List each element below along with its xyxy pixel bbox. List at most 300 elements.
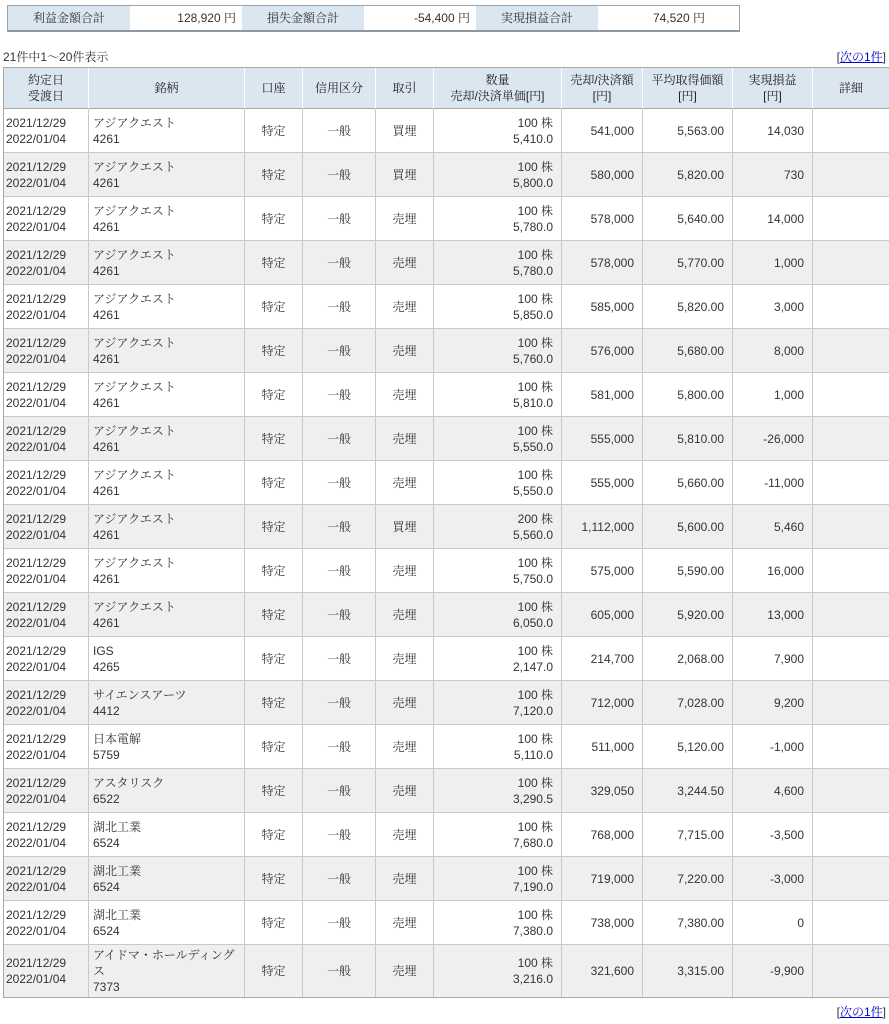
margin-type-cell xyxy=(303,505,376,549)
cell-line: -3,500 xyxy=(769,827,804,842)
cell-line: 2022/01/04 xyxy=(6,395,67,410)
cell-line: 一般 xyxy=(326,827,351,842)
realized-pl-cell xyxy=(733,901,813,945)
trade-date-cell xyxy=(4,505,89,549)
trade-type-cell xyxy=(376,153,434,197)
detail-cell xyxy=(813,285,889,329)
cell-line: 100 株 xyxy=(517,379,553,394)
trade-type-cell xyxy=(376,725,434,769)
cell-line: 4261 xyxy=(93,395,120,410)
cell-line: 6522 xyxy=(93,791,120,806)
cell-line: 200 株 xyxy=(517,511,553,526)
bracket-close: ] xyxy=(882,50,886,64)
bracket-open: [ xyxy=(836,50,840,64)
cell-line: 買埋 xyxy=(392,123,417,138)
cell-line: アイドマ・ホールディングス xyxy=(93,948,235,978)
realized-pl-cell xyxy=(733,505,813,549)
avg-price-cell xyxy=(643,945,733,997)
cell-line: 2021/12/29 xyxy=(6,115,67,130)
table-row xyxy=(4,285,889,329)
cell-line: 銘柄 xyxy=(154,81,179,95)
cell-line: 4261 xyxy=(93,263,120,278)
stock-name-cell xyxy=(89,857,245,901)
margin-type-cell xyxy=(303,637,376,681)
cell-line: 580,000 xyxy=(590,167,634,182)
quantity-cell xyxy=(434,813,562,857)
detail-cell xyxy=(813,329,889,373)
trade-type-cell xyxy=(376,197,434,241)
avg-price-cell xyxy=(643,681,733,725)
trade-type-cell xyxy=(376,857,434,901)
cell-line: 売埋 xyxy=(392,695,417,710)
cell-line: 100 株 xyxy=(517,819,553,834)
cell-line: 16,000 xyxy=(767,563,804,578)
cell-line: 2021/12/29 xyxy=(6,907,67,922)
cell-line: 1,000 xyxy=(773,255,804,270)
avg-price-cell xyxy=(643,857,733,901)
margin-type-cell xyxy=(303,241,376,285)
trade-type-cell xyxy=(376,593,434,637)
column-header xyxy=(643,68,733,109)
account-cell xyxy=(245,901,303,945)
table-body xyxy=(4,109,889,997)
trade-date-cell xyxy=(4,769,89,813)
avg-price-cell xyxy=(643,153,733,197)
account-cell xyxy=(245,725,303,769)
cell-line: 特定 xyxy=(261,519,286,534)
cell-line: 5,550.0 xyxy=(512,483,553,498)
trade-date-cell xyxy=(4,549,89,593)
cell-line: 一般 xyxy=(326,431,351,446)
cell-line: 555,000 xyxy=(590,475,634,490)
cell-line: 2,068.00 xyxy=(677,651,724,666)
quantity-cell xyxy=(434,681,562,725)
table-row xyxy=(4,153,889,197)
realized-pl-cell xyxy=(733,549,813,593)
cell-line: 321,600 xyxy=(590,964,634,978)
cell-line: 9,200 xyxy=(773,695,804,710)
quantity-cell xyxy=(434,241,562,285)
quantity-cell xyxy=(434,725,562,769)
detail-cell xyxy=(813,769,889,813)
cell-line: 719,000 xyxy=(590,871,634,886)
cell-line: 5,780.0 xyxy=(512,263,553,278)
cell-line: 555,000 xyxy=(590,431,634,446)
table-row xyxy=(4,725,889,769)
cell-line: 売埋 xyxy=(392,299,417,314)
cell-line: IGS xyxy=(93,643,114,658)
cell-line: 4261 xyxy=(93,527,120,542)
cell-line: 一般 xyxy=(326,387,351,402)
cell-line: 特定 xyxy=(261,211,286,226)
cell-line: 売却/決済単価[円] xyxy=(450,89,545,103)
cell-line: 2021/12/29 xyxy=(6,775,67,790)
cell-line: 5,810.0 xyxy=(512,395,553,410)
cell-line: 7,028.00 xyxy=(677,695,724,710)
cell-line: 売埋 xyxy=(392,475,417,490)
account-cell xyxy=(245,417,303,461)
cell-line: 2022/01/04 xyxy=(6,175,67,190)
cell-line: 売埋 xyxy=(392,739,417,754)
cell-line: 578,000 xyxy=(590,255,634,270)
cell-line: 特定 xyxy=(261,871,286,886)
cell-line: 4261 xyxy=(93,351,120,366)
cell-line: 100 株 xyxy=(517,159,553,174)
table-row xyxy=(4,901,889,945)
detail-cell xyxy=(813,725,889,769)
margin-type-cell xyxy=(303,285,376,329)
cell-line: 受渡日 xyxy=(27,89,64,103)
cell-line: 一般 xyxy=(326,519,351,534)
cell-line: 湖北工業 xyxy=(93,819,142,834)
cell-line: 約定日 xyxy=(27,73,64,87)
cell-line: 売埋 xyxy=(392,827,417,842)
cell-line: 6524 xyxy=(93,923,120,938)
cell-line: 特定 xyxy=(261,739,286,754)
summary-label: 損失金額合計 xyxy=(242,6,365,30)
amount-cell xyxy=(562,549,643,593)
amount-cell xyxy=(562,197,643,241)
bracket-close: ] xyxy=(882,1005,886,1019)
next-page-link-bottom[interactable]: 次の1件 xyxy=(839,1005,883,1019)
table-row xyxy=(4,505,889,549)
margin-type-cell xyxy=(303,813,376,857)
cell-line: 100 株 xyxy=(517,291,553,306)
cell-line: 4261 xyxy=(93,219,120,234)
cell-line: 100 株 xyxy=(517,599,553,614)
stock-name-cell xyxy=(89,329,245,373)
table-row xyxy=(4,813,889,857)
trade-type-cell xyxy=(376,373,434,417)
table-row xyxy=(4,769,889,813)
cell-line: 7,380.0 xyxy=(512,923,553,938)
stock-name-cell xyxy=(89,461,245,505)
stock-name-cell xyxy=(89,901,245,945)
realized-pl-cell xyxy=(733,857,813,901)
trades-table xyxy=(3,67,889,998)
cell-line: 576,000 xyxy=(590,343,634,358)
cell-line: 4261 xyxy=(93,483,120,498)
trade-type-cell xyxy=(376,549,434,593)
cell-line: 2022/01/04 xyxy=(6,791,67,806)
avg-price-cell xyxy=(643,417,733,461)
cell-line: 2022/01/04 xyxy=(6,835,67,850)
amount-cell xyxy=(562,637,643,681)
cell-line: 売埋 xyxy=(392,783,417,798)
stock-name-cell xyxy=(89,109,245,153)
results-count: 21件中1〜20件表示 xyxy=(3,50,109,64)
table-row xyxy=(4,549,889,593)
table-row xyxy=(4,945,889,997)
trade-type-cell xyxy=(376,813,434,857)
cell-line: 売埋 xyxy=(392,651,417,666)
cell-line: 5,680.00 xyxy=(677,343,724,358)
detail-cell xyxy=(813,241,889,285)
quantity-cell xyxy=(434,593,562,637)
cell-line: 4261 xyxy=(93,175,120,190)
stock-name-cell xyxy=(89,681,245,725)
cell-line: 2022/01/04 xyxy=(6,351,67,366)
quantity-cell xyxy=(434,505,562,549)
cell-line: 特定 xyxy=(261,123,286,138)
cell-line: 5,590.00 xyxy=(677,563,724,578)
avg-price-cell xyxy=(643,637,733,681)
summary-label: 利益金額合計 xyxy=(8,6,131,30)
trade-date-cell xyxy=(4,593,89,637)
cell-line: 2021/12/29 xyxy=(6,643,67,658)
cell-line: 一般 xyxy=(326,343,351,358)
realized-pl-cell xyxy=(733,725,813,769)
trade-type-cell xyxy=(376,417,434,461)
quantity-cell xyxy=(434,373,562,417)
table-row xyxy=(4,637,889,681)
trade-date-cell xyxy=(4,813,89,857)
cell-line: 2021/12/29 xyxy=(6,819,67,834)
trade-date-cell xyxy=(4,725,89,769)
cell-line: 5,760.0 xyxy=(512,351,553,366)
table-row xyxy=(4,241,889,285)
cell-line: 2022/01/04 xyxy=(6,703,67,718)
cell-line: 5,820.00 xyxy=(677,167,724,182)
column-header xyxy=(434,68,562,109)
cell-line: アジアクエスト xyxy=(93,599,176,614)
amount-cell xyxy=(562,593,643,637)
cell-line: 511,000 xyxy=(591,739,634,754)
cell-line: 2021/12/29 xyxy=(6,599,67,614)
avg-price-cell xyxy=(643,725,733,769)
cell-line: 4412 xyxy=(93,703,120,718)
table-row xyxy=(4,373,889,417)
detail-cell xyxy=(813,857,889,901)
cell-line: 湖北工業 xyxy=(93,907,142,922)
cell-line: 6524 xyxy=(93,835,120,850)
trade-date-cell xyxy=(4,637,89,681)
trade-date-cell xyxy=(4,373,89,417)
cell-line: 712,000 xyxy=(590,695,634,710)
stock-name-cell xyxy=(89,593,245,637)
cell-line: 5,660.00 xyxy=(677,475,724,490)
cell-line: 7,220.00 xyxy=(677,871,724,886)
cell-line: -9,900 xyxy=(769,964,804,978)
cell-line: 581,000 xyxy=(590,387,634,402)
column-header xyxy=(245,68,303,109)
trade-date-cell xyxy=(4,197,89,241)
cell-line: 8,000 xyxy=(773,343,804,358)
cell-line: 売埋 xyxy=(392,563,417,578)
detail-cell xyxy=(813,945,889,997)
cell-line: [円] xyxy=(763,89,782,103)
margin-type-cell xyxy=(303,857,376,901)
cell-line: 7,120.0 xyxy=(512,703,553,718)
list-info-line xyxy=(3,48,886,65)
margin-type-cell xyxy=(303,373,376,417)
cell-line: 一般 xyxy=(326,255,351,270)
cell-line: サイエンスアーツ xyxy=(93,687,187,702)
cell-line: 541,000 xyxy=(590,123,634,138)
bracket-open: [ xyxy=(836,1005,840,1019)
quantity-cell xyxy=(434,769,562,813)
cell-line: -1,000 xyxy=(769,739,804,754)
cell-line: アジアクエスト xyxy=(93,511,176,526)
margin-type-cell xyxy=(303,901,376,945)
detail-cell xyxy=(813,901,889,945)
cell-line: 100 株 xyxy=(517,335,553,350)
account-cell xyxy=(245,197,303,241)
realized-pl-cell xyxy=(733,681,813,725)
cell-line: 768,000 xyxy=(590,827,634,842)
realized-pl-cell xyxy=(733,241,813,285)
account-cell xyxy=(245,285,303,329)
realized-pl-cell xyxy=(733,373,813,417)
cell-line: アジアクエスト xyxy=(93,247,176,262)
table-row xyxy=(4,593,889,637)
quantity-cell xyxy=(434,901,562,945)
margin-type-cell xyxy=(303,945,376,997)
cell-line: 3,000 xyxy=(773,299,804,314)
summary-value: -54,400 円 xyxy=(365,6,476,30)
cell-line: 329,050 xyxy=(590,783,634,798)
amount-cell xyxy=(562,901,643,945)
cell-line: 100 株 xyxy=(517,775,553,790)
cell-line: 2022/01/04 xyxy=(6,527,67,542)
trade-date-cell xyxy=(4,461,89,505)
cell-line: 5,800.00 xyxy=(677,387,724,402)
quantity-cell xyxy=(434,153,562,197)
cell-line: 2022/01/04 xyxy=(6,263,67,278)
margin-type-cell xyxy=(303,417,376,461)
cell-line: 3,315.00 xyxy=(677,964,724,978)
cell-line: 2021/12/29 xyxy=(6,247,67,262)
margin-type-cell xyxy=(303,153,376,197)
cell-line: 実現損益 xyxy=(748,73,797,87)
table-row xyxy=(4,417,889,461)
cell-line: 2022/01/04 xyxy=(6,923,67,938)
table-row xyxy=(4,681,889,725)
realized-pl-cell xyxy=(733,769,813,813)
pagination-bottom xyxy=(2,1003,886,1020)
cell-line: 日本電解 xyxy=(93,731,142,746)
cell-line: 2021/12/29 xyxy=(6,555,67,570)
cell-line: 一般 xyxy=(326,607,351,622)
quantity-cell xyxy=(434,329,562,373)
cell-line: 詳細 xyxy=(838,81,863,95)
cell-line: 口座 xyxy=(261,81,286,95)
amount-cell xyxy=(562,153,643,197)
cell-line: 2021/12/29 xyxy=(6,687,67,702)
cell-line: アスタリスク xyxy=(93,775,165,790)
trade-type-cell xyxy=(376,901,434,945)
cell-line: 4261 xyxy=(93,131,120,146)
cell-line: 特定 xyxy=(261,167,286,182)
cell-line: 100 株 xyxy=(517,247,553,262)
realized-pl-cell xyxy=(733,945,813,997)
amount-cell xyxy=(562,373,643,417)
cell-line: 4261 xyxy=(93,439,120,454)
column-header xyxy=(303,68,376,109)
cell-line: 特定 xyxy=(261,475,286,490)
cell-line: 特定 xyxy=(261,695,286,710)
avg-price-cell xyxy=(643,549,733,593)
cell-line: 575,000 xyxy=(590,563,634,578)
cell-line: 売埋 xyxy=(392,915,417,930)
summary-value: 74,520 円 xyxy=(599,6,710,30)
cell-line: 1,112,000 xyxy=(581,519,634,534)
cell-line: 4261 xyxy=(93,615,120,630)
cell-line: -11,000 xyxy=(764,475,804,490)
cell-line: 2022/01/04 xyxy=(6,659,67,674)
cell-line: 一般 xyxy=(326,123,351,138)
trade-type-cell xyxy=(376,945,434,997)
cell-line: 一般 xyxy=(326,783,351,798)
trade-date-cell xyxy=(4,857,89,901)
cell-line: -3,000 xyxy=(769,871,804,886)
stock-name-cell xyxy=(89,769,245,813)
realized-pl-cell xyxy=(733,153,813,197)
avg-price-cell xyxy=(643,813,733,857)
cell-line: 100 株 xyxy=(517,907,553,922)
amount-cell xyxy=(562,461,643,505)
cell-line: 5,810.00 xyxy=(677,431,724,446)
avg-price-cell xyxy=(643,373,733,417)
summary-label: 実現損益合計 xyxy=(476,6,599,30)
cell-line: 5,850.0 xyxy=(512,307,553,322)
avg-price-cell xyxy=(643,285,733,329)
amount-cell xyxy=(562,813,643,857)
margin-type-cell xyxy=(303,549,376,593)
trade-date-cell xyxy=(4,329,89,373)
cell-line: 2022/01/04 xyxy=(6,307,67,322)
cell-line: 買埋 xyxy=(392,167,417,182)
cell-line: 7,190.0 xyxy=(512,879,553,894)
cell-line: 2022/01/04 xyxy=(6,219,67,234)
trade-date-cell xyxy=(4,945,89,997)
cell-line: 5,560.0 xyxy=(512,527,553,542)
column-header xyxy=(562,68,643,109)
account-cell xyxy=(245,813,303,857)
cell-line: 2021/12/29 xyxy=(6,467,67,482)
cell-line: 一般 xyxy=(326,695,351,710)
cell-line: 214,700 xyxy=(590,651,634,666)
account-cell xyxy=(245,109,303,153)
cell-line: 100 株 xyxy=(517,863,553,878)
cell-line: 730 xyxy=(783,167,804,182)
cell-line: 一般 xyxy=(326,299,351,314)
margin-type-cell xyxy=(303,109,376,153)
cell-line: 578,000 xyxy=(590,211,634,226)
trade-date-cell xyxy=(4,681,89,725)
quantity-cell xyxy=(434,857,562,901)
trade-date-cell xyxy=(4,109,89,153)
next-page-link[interactable]: 次の1件 xyxy=(839,50,883,64)
cell-line: 売埋 xyxy=(392,607,417,622)
cell-line: 2022/01/04 xyxy=(6,972,67,986)
cell-line: 7,380.00 xyxy=(677,915,724,930)
cell-line: [円] xyxy=(678,89,697,103)
cell-line: 一般 xyxy=(326,871,351,886)
cell-line: 2022/01/04 xyxy=(6,747,67,762)
cell-line: 一般 xyxy=(326,915,351,930)
table-row xyxy=(4,329,889,373)
account-cell xyxy=(245,945,303,997)
table-row xyxy=(4,857,889,901)
margin-type-cell xyxy=(303,681,376,725)
trade-type-cell xyxy=(376,241,434,285)
cell-line: アジアクエスト xyxy=(93,555,176,570)
cell-line: -26,000 xyxy=(763,431,804,446)
cell-line: 特定 xyxy=(261,343,286,358)
cell-line: 一般 xyxy=(326,651,351,666)
cell-line: 5,640.00 xyxy=(677,211,724,226)
